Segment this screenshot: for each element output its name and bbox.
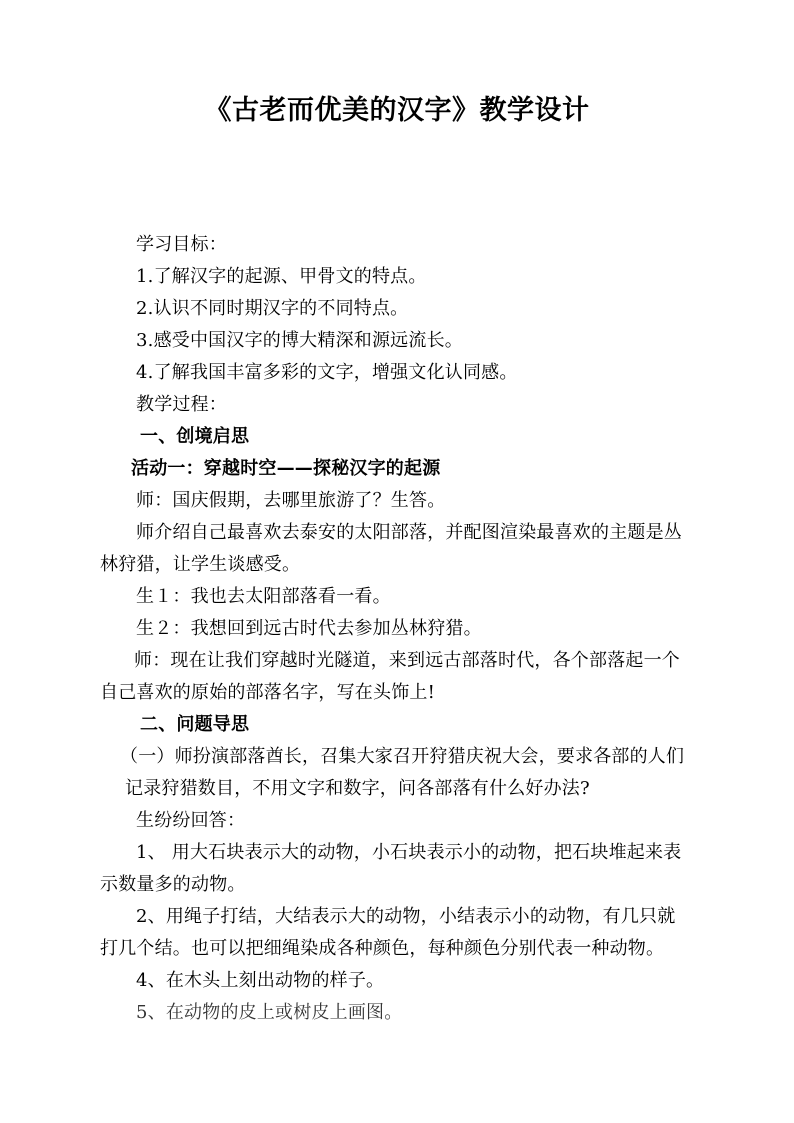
paragraph-line: 林狩猎，让学生谈感受。	[100, 554, 301, 575]
objective-item: 2.认识不同时期汉字的不同特点。	[136, 298, 409, 319]
page-title: 《古老而优美的汉字》教学设计	[204, 95, 590, 126]
paragraph-line: （一）师扮演部落酋长，召集大家召开狩猎庆祝大会，要求各部的人们	[120, 746, 685, 767]
paragraph-line: 示数量多的动物。	[100, 874, 246, 895]
objective-item: 3.感受中国汉字的博大精深和源远流长。	[136, 330, 463, 351]
section-heading: 一、创境启思	[140, 426, 250, 447]
list-item: 4、在木头上刻出动物的样子。	[136, 970, 385, 991]
paragraph-line: 自己喜欢的原始的部落名字，写在头饰上!	[100, 682, 436, 703]
paragraph-line: 生１：我也去太阳部落看一看。	[136, 586, 391, 607]
objective-item: 4.了解我国丰富多彩的文字，增强文化认同感。	[136, 362, 518, 383]
paragraph-line: 记录狩猎数目，不用文字和数字，问各部落有什么好办法?	[125, 778, 590, 799]
paragraph-line: 师：国庆假期，去哪里旅游了？生答。	[136, 490, 446, 511]
process-label: 教学过程：	[136, 394, 227, 415]
section-heading: 二、问题导思	[140, 714, 250, 735]
paragraph-line: 生纷纷回答：	[136, 810, 246, 831]
paragraph-line: 师介绍自己最喜欢去泰安的太阳部落，并配图渲染最喜欢的主题是丛	[136, 522, 682, 543]
list-item: 1、 用大石块表示大的动物，小石块表示小的动物，把石块堆起来表	[136, 842, 682, 863]
objective-item: 1.了解汉字的起源、甲骨文的特点。	[136, 266, 427, 287]
paragraph-line: 打几个结。也可以把细绳染成各种颜色，每种颜色分别代表一种动物。	[100, 938, 665, 959]
paragraph-line: 生２：我想回到远古时代去参加丛林狩猎。	[136, 618, 482, 639]
list-item: 5、在动物的皮上或树皮上画图。	[136, 1002, 403, 1023]
paragraph-line: 师：现在让我们穿越时光隧道，来到远古部落时代，各个部落起一个	[134, 650, 680, 671]
list-item: 2、用绳子打结，大结表示大的动物，小结表示小的动物，有几只就	[136, 906, 676, 927]
objectives-label: 学习目标：	[136, 234, 227, 255]
activity-heading: 活动一：穿越时空——探秘汉字的起源	[131, 458, 441, 479]
